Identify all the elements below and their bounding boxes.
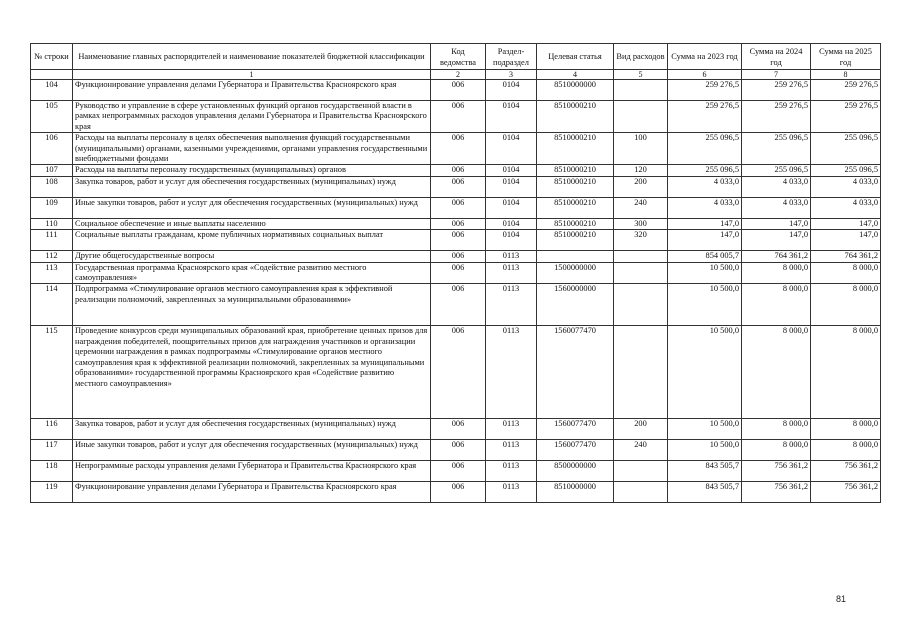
row-number: 111 <box>31 230 73 251</box>
row-sum-2025: 259 276,5 <box>811 80 881 101</box>
header-sum-2024: Сумма на 2024 год <box>742 44 811 70</box>
row-sum-2025: 8 000,0 <box>811 262 881 284</box>
row-target: 8510000000 <box>537 482 614 503</box>
row-expense-type: 200 <box>614 176 668 197</box>
row-sum-2025: 147,0 <box>811 230 881 251</box>
column-number: 7 <box>742 70 811 80</box>
table-row <box>31 482 881 503</box>
row-name: Проведение конкурсов среди муниципальных образований края, приобретение ценных призов для награждения победителей, поощрительных призов для награждения участников и организации церемонии награждения в рамках подпрограммы «Стимулирование органов местного самоуправления края к эффективной реализации полномочий, закрепленных за муниципальными образованиями» государственной программы Красноярского края «Содействие развитию местного самоуправления» <box>73 326 431 419</box>
row-dept-code: 006 <box>431 419 486 440</box>
row-sum-2023: 854 005,7 <box>668 251 742 262</box>
row-section: 0113 <box>486 461 537 482</box>
row-expense-type: 300 <box>614 218 668 229</box>
table-row <box>31 440 881 461</box>
row-sum-2024: 259 276,5 <box>742 101 811 133</box>
row-sum-2024: 4 033,0 <box>742 197 811 218</box>
page-number: 81 <box>836 594 847 604</box>
header-sum-2023: Сумма на 2023 год <box>668 44 742 70</box>
row-sum-2024: 147,0 <box>742 218 811 229</box>
row-target: 8500000000 <box>537 461 614 482</box>
header-sum-2025: Сумма на 2025 год <box>811 44 881 70</box>
row-sum-2024: 4 033,0 <box>742 176 811 197</box>
row-dept-code: 006 <box>431 230 486 251</box>
row-expense-type <box>614 251 668 262</box>
row-section: 0104 <box>486 218 537 229</box>
table-row <box>31 218 881 229</box>
row-sum-2024: 147,0 <box>742 230 811 251</box>
column-number <box>31 70 73 80</box>
row-expense-type: 200 <box>614 419 668 440</box>
row-section: 0104 <box>486 133 537 165</box>
row-name: Расходы на выплаты персоналу в целях обеспечения выполнения функций государственными (муниципальными) органами, казенными учреждениями, органами управления государственными внебюджетными фондами <box>73 133 431 165</box>
row-name: Закупка товаров, работ и услуг для обеспечения государственных (муниципальных) нужд <box>73 176 431 197</box>
row-expense-type: 240 <box>614 440 668 461</box>
column-number: 4 <box>537 70 614 80</box>
row-sum-2023: 4 033,0 <box>668 176 742 197</box>
row-sum-2025: 764 361,2 <box>811 251 881 262</box>
row-sum-2025: 8 000,0 <box>811 326 881 419</box>
row-sum-2025: 255 096,5 <box>811 133 881 165</box>
row-sum-2023: 147,0 <box>668 230 742 251</box>
row-number: 109 <box>31 197 73 218</box>
row-number: 104 <box>31 80 73 101</box>
table-row <box>31 251 881 262</box>
row-expense-type <box>614 262 668 284</box>
row-target: 1560077470 <box>537 419 614 440</box>
row-expense-type <box>614 326 668 419</box>
row-number: 114 <box>31 284 73 326</box>
row-name: Закупка товаров, работ и услуг для обеспечения государственных (муниципальных) нужд <box>73 419 431 440</box>
row-section: 0113 <box>486 284 537 326</box>
row-target <box>537 251 614 262</box>
row-sum-2025: 756 361,2 <box>811 461 881 482</box>
row-number: 108 <box>31 176 73 197</box>
row-section: 0113 <box>486 326 537 419</box>
header-name: Наименование главных распорядителей и наименование показателей бюджетной классификации <box>73 44 431 70</box>
row-sum-2025: 147,0 <box>811 218 881 229</box>
row-dept-code: 006 <box>431 165 486 176</box>
row-dept-code: 006 <box>431 218 486 229</box>
row-section: 0113 <box>486 419 537 440</box>
row-sum-2023: 259 276,5 <box>668 101 742 133</box>
row-sum-2023: 4 033,0 <box>668 197 742 218</box>
row-section: 0104 <box>486 80 537 101</box>
row-name: Государственная программа Красноярского края «Содействие развитию местного самоуправления» <box>73 262 431 284</box>
row-target: 1560077470 <box>537 326 614 419</box>
column-number: 6 <box>668 70 742 80</box>
row-sum-2024: 8 000,0 <box>742 262 811 284</box>
row-number: 119 <box>31 482 73 503</box>
row-dept-code: 006 <box>431 101 486 133</box>
row-dept-code: 006 <box>431 326 486 419</box>
row-sum-2025: 8 000,0 <box>811 440 881 461</box>
row-target: 8510000210 <box>537 230 614 251</box>
row-section: 0113 <box>486 440 537 461</box>
row-section: 0104 <box>486 176 537 197</box>
row-sum-2024: 764 361,2 <box>742 251 811 262</box>
row-target: 8510000210 <box>537 101 614 133</box>
header-row-no: № строки <box>31 44 73 70</box>
row-name: Подпрограмма «Стимулирование органов местного самоуправления края к эффективной реализации полномочий, закрепленных за муниципальными образованиями» <box>73 284 431 326</box>
row-dept-code: 006 <box>431 440 486 461</box>
row-number: 113 <box>31 262 73 284</box>
row-sum-2025: 259 276,5 <box>811 101 881 133</box>
row-target: 1560000000 <box>537 284 614 326</box>
row-sum-2025: 8 000,0 <box>811 284 881 326</box>
row-name: Иные закупки товаров, работ и услуг для обеспечения государственных (муниципальных) нужд <box>73 440 431 461</box>
row-sum-2023: 255 096,5 <box>668 133 742 165</box>
row-sum-2024: 255 096,5 <box>742 165 811 176</box>
row-name: Функционирование управления делами Губернатора и Правительства Красноярского края <box>73 482 431 503</box>
column-number: 3 <box>486 70 537 80</box>
row-sum-2025: 4 033,0 <box>811 197 881 218</box>
column-number: 5 <box>614 70 668 80</box>
row-sum-2024: 756 361,2 <box>742 461 811 482</box>
row-sum-2025: 255 096,5 <box>811 165 881 176</box>
row-sum-2023: 147,0 <box>668 218 742 229</box>
row-target: 8510000000 <box>537 80 614 101</box>
row-target: 8510000210 <box>537 165 614 176</box>
row-dept-code: 006 <box>431 133 486 165</box>
table-row <box>31 176 881 197</box>
row-name: Социальное обеспечение и иные выплаты населению <box>73 218 431 229</box>
row-dept-code: 006 <box>431 80 486 101</box>
table-row <box>31 230 881 251</box>
row-dept-code: 006 <box>431 482 486 503</box>
column-number: 2 <box>431 70 486 80</box>
row-number: 106 <box>31 133 73 165</box>
row-target: 1560077470 <box>537 440 614 461</box>
row-target: 8510000210 <box>537 176 614 197</box>
row-section: 0113 <box>486 262 537 284</box>
row-number: 107 <box>31 165 73 176</box>
table-row <box>31 419 881 440</box>
row-number: 115 <box>31 326 73 419</box>
row-section: 0113 <box>486 482 537 503</box>
row-sum-2024: 8 000,0 <box>742 284 811 326</box>
row-sum-2025: 4 033,0 <box>811 176 881 197</box>
row-name: Другие общегосударственные вопросы <box>73 251 431 262</box>
row-expense-type <box>614 101 668 133</box>
table-row <box>31 284 881 326</box>
table-row <box>31 197 881 218</box>
header-section: Раздел-подраздел <box>486 44 537 70</box>
row-expense-type <box>614 80 668 101</box>
table-header-row <box>31 44 881 70</box>
header-target: Целевая статья <box>537 44 614 70</box>
row-section: 0113 <box>486 251 537 262</box>
row-expense-type <box>614 482 668 503</box>
row-sum-2023: 10 500,0 <box>668 284 742 326</box>
row-sum-2023: 843 505,7 <box>668 461 742 482</box>
row-name: Расходы на выплаты персоналу государственных (муниципальных) органов <box>73 165 431 176</box>
row-expense-type <box>614 461 668 482</box>
row-sum-2023: 10 500,0 <box>668 262 742 284</box>
row-name: Функционирование управления делами Губернатора и Правительства Красноярского края <box>73 80 431 101</box>
row-dept-code: 006 <box>431 262 486 284</box>
row-name: Руководство и управление в сфере установленных функций органов государственной власти в рамках непрограммных расходов управления делами Губернатора и Правительства Красноярского края <box>73 101 431 133</box>
header-dept-code: Код ведомства <box>431 44 486 70</box>
row-number: 105 <box>31 101 73 133</box>
row-dept-code: 006 <box>431 284 486 326</box>
row-expense-type: 100 <box>614 133 668 165</box>
table-row <box>31 80 881 101</box>
row-sum-2024: 8 000,0 <box>742 419 811 440</box>
row-target: 8510000210 <box>537 197 614 218</box>
row-number: 116 <box>31 419 73 440</box>
row-expense-type: 240 <box>614 197 668 218</box>
row-sum-2023: 10 500,0 <box>668 440 742 461</box>
row-sum-2023: 259 276,5 <box>668 80 742 101</box>
row-expense-type: 320 <box>614 230 668 251</box>
table-row <box>31 133 881 165</box>
header-expense-type: Вид расходов <box>614 44 668 70</box>
row-name: Непрограммные расходы управления делами Губернатора и Правительства Красноярского края <box>73 461 431 482</box>
row-number: 117 <box>31 440 73 461</box>
row-section: 0104 <box>486 101 537 133</box>
row-number: 118 <box>31 461 73 482</box>
table-row <box>31 326 881 419</box>
budget-table <box>30 43 881 503</box>
row-section: 0104 <box>486 165 537 176</box>
row-target: 1500000000 <box>537 262 614 284</box>
column-number: 1 <box>73 70 431 80</box>
row-sum-2023: 10 500,0 <box>668 419 742 440</box>
table-row <box>31 101 881 133</box>
row-section: 0104 <box>486 197 537 218</box>
row-sum-2024: 756 361,2 <box>742 482 811 503</box>
row-target: 8510000210 <box>537 218 614 229</box>
row-dept-code: 006 <box>431 461 486 482</box>
row-sum-2024: 8 000,0 <box>742 440 811 461</box>
row-dept-code: 006 <box>431 197 486 218</box>
row-number: 112 <box>31 251 73 262</box>
row-sum-2025: 8 000,0 <box>811 419 881 440</box>
row-name: Социальные выплаты гражданам, кроме публичных нормативных социальных выплат <box>73 230 431 251</box>
row-name: Иные закупки товаров, работ и услуг для обеспечения государственных (муниципальных) нужд <box>73 197 431 218</box>
row-sum-2024: 255 096,5 <box>742 133 811 165</box>
row-sum-2023: 10 500,0 <box>668 326 742 419</box>
row-number: 110 <box>31 218 73 229</box>
row-sum-2024: 259 276,5 <box>742 80 811 101</box>
row-sum-2024: 8 000,0 <box>742 326 811 419</box>
column-number-row <box>31 70 881 80</box>
row-dept-code: 006 <box>431 251 486 262</box>
table-row <box>31 262 881 284</box>
table-row <box>31 461 881 482</box>
row-target: 8510000210 <box>537 133 614 165</box>
row-expense-type <box>614 284 668 326</box>
row-expense-type: 120 <box>614 165 668 176</box>
row-sum-2025: 756 361,2 <box>811 482 881 503</box>
row-dept-code: 006 <box>431 176 486 197</box>
column-number: 8 <box>811 70 881 80</box>
row-sum-2023: 843 505,7 <box>668 482 742 503</box>
table-row <box>31 165 881 176</box>
row-sum-2023: 255 096,5 <box>668 165 742 176</box>
row-section: 0104 <box>486 230 537 251</box>
